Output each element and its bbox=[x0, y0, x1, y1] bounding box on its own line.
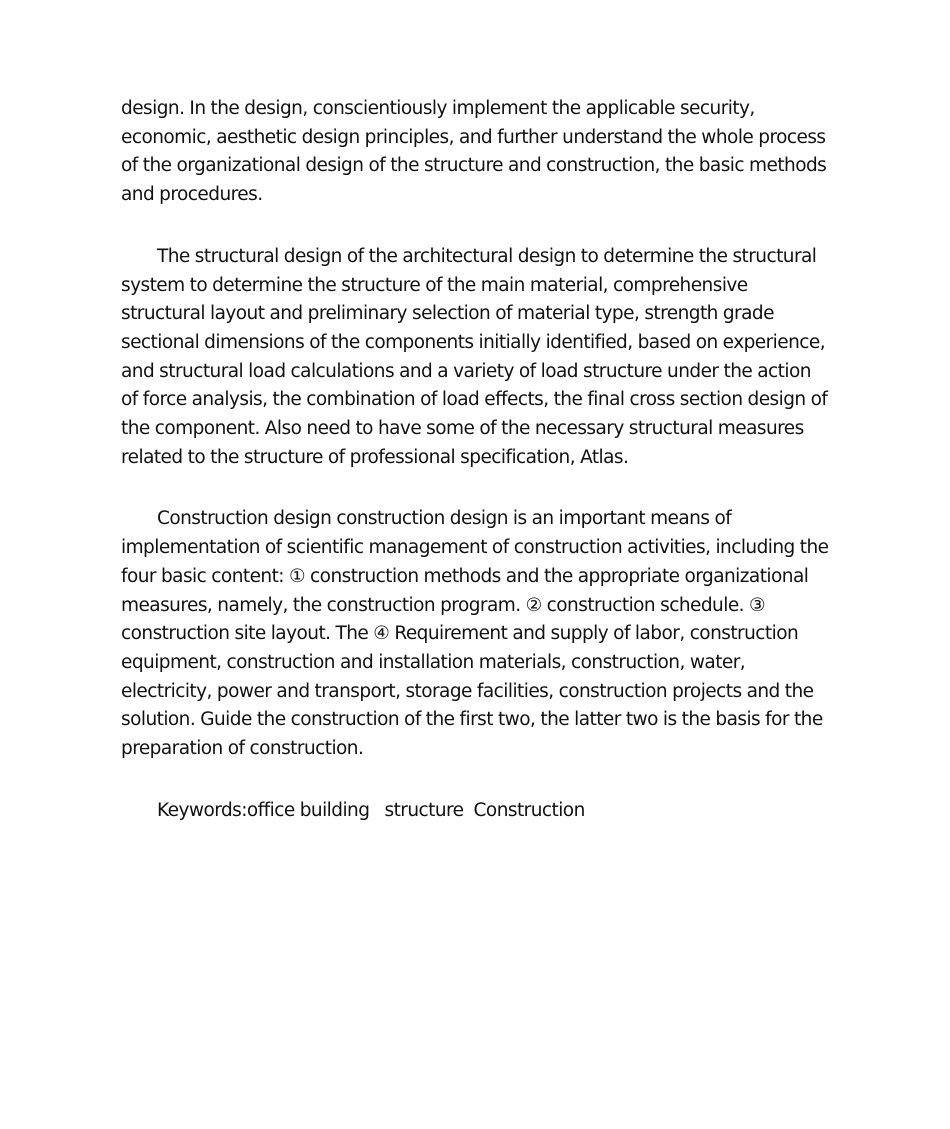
paragraph-intro-continuation: design. In the design, conscientiously implement the applicable security, economic, aesthetic design principles, and further understand the whole process of the organizational design of the structure and construction, the basic methods and procedures. bbox=[121, 98, 827, 206]
keywords-line: Keywords:office building structure Construction bbox=[157, 799, 585, 821]
paragraph-structural-design: The structural design of the architectural design to determine the structural system to determine the structure of the main material, comprehensive structural layout and preliminary selection of material type, strength grade sectional dimensions of the components initially identified, based on experience, and structural load calculations and a variety of load structure under the action of force analysis, the combination of load effects, the final cross section design of the component. Also need to have some of the necessary structural measures related to the structure of professional specification, Atlas. bbox=[121, 245, 828, 468]
document-page bbox=[121, 95, 831, 825]
paragraph-construction-design: Construction design construction design is an important means of implementation of scientific management of construction activities, including the four basic content: ① construction methods and the appropriate organizational measures, namely, the construction program. ② construction schedule. ③ construction site layout. The ④ Requirement and supply of labor, construction equipment, construction and installation materials, construction, water, electricity, power and transport, storage facilities, construction projects and the solution. Guide the construction of the first two, the latter two is the basis for the preparation of construction. bbox=[121, 508, 829, 760]
